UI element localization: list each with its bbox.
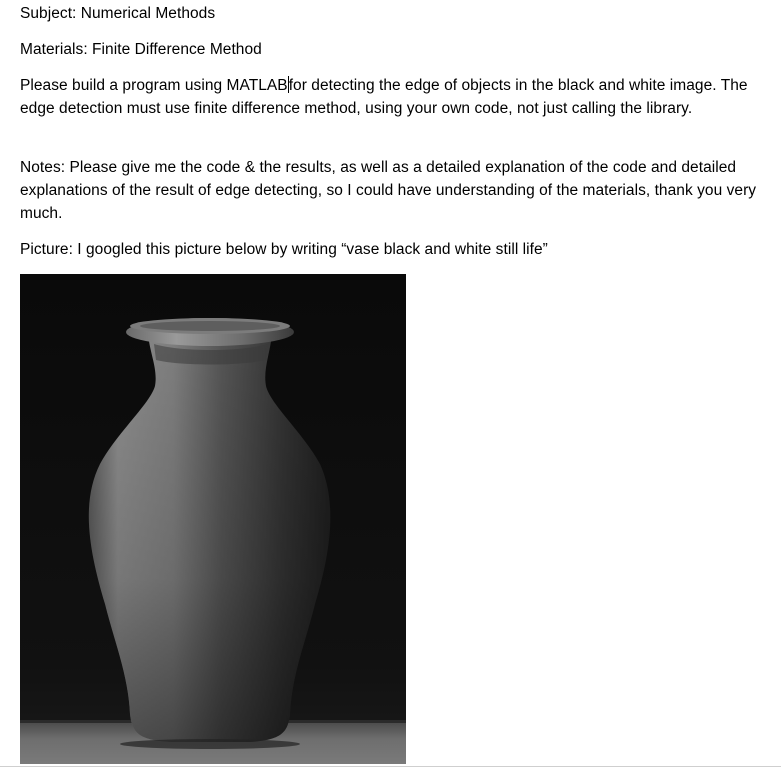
vase-photo[interactable] [20, 274, 406, 764]
request-paragraph[interactable] [20, 74, 765, 120]
materials-line: Materials: Finite Difference Method [20, 41, 262, 58]
notes-paragraph: Notes: Please give me the code & the results, as well as a detailed explanation of the code and detailed explanations of the result of edge detecting, so I could have understanding of the materials, thank you very much. [20, 159, 757, 222]
request-text-start: Please build a program using MATLAB [20, 77, 288, 94]
subject-line: Subject: Numerical Methods [20, 5, 216, 22]
vase-image-graphic [20, 274, 406, 764]
picture-caption: Picture: I googled this picture below by writing “vase black and white still life” [20, 241, 548, 258]
request-text-end: for detecting the edge of objects in the black and white image. The edge detection must use finite difference method, using your own code, not just calling the library. [20, 77, 748, 117]
page-bottom-divider [0, 766, 781, 767]
